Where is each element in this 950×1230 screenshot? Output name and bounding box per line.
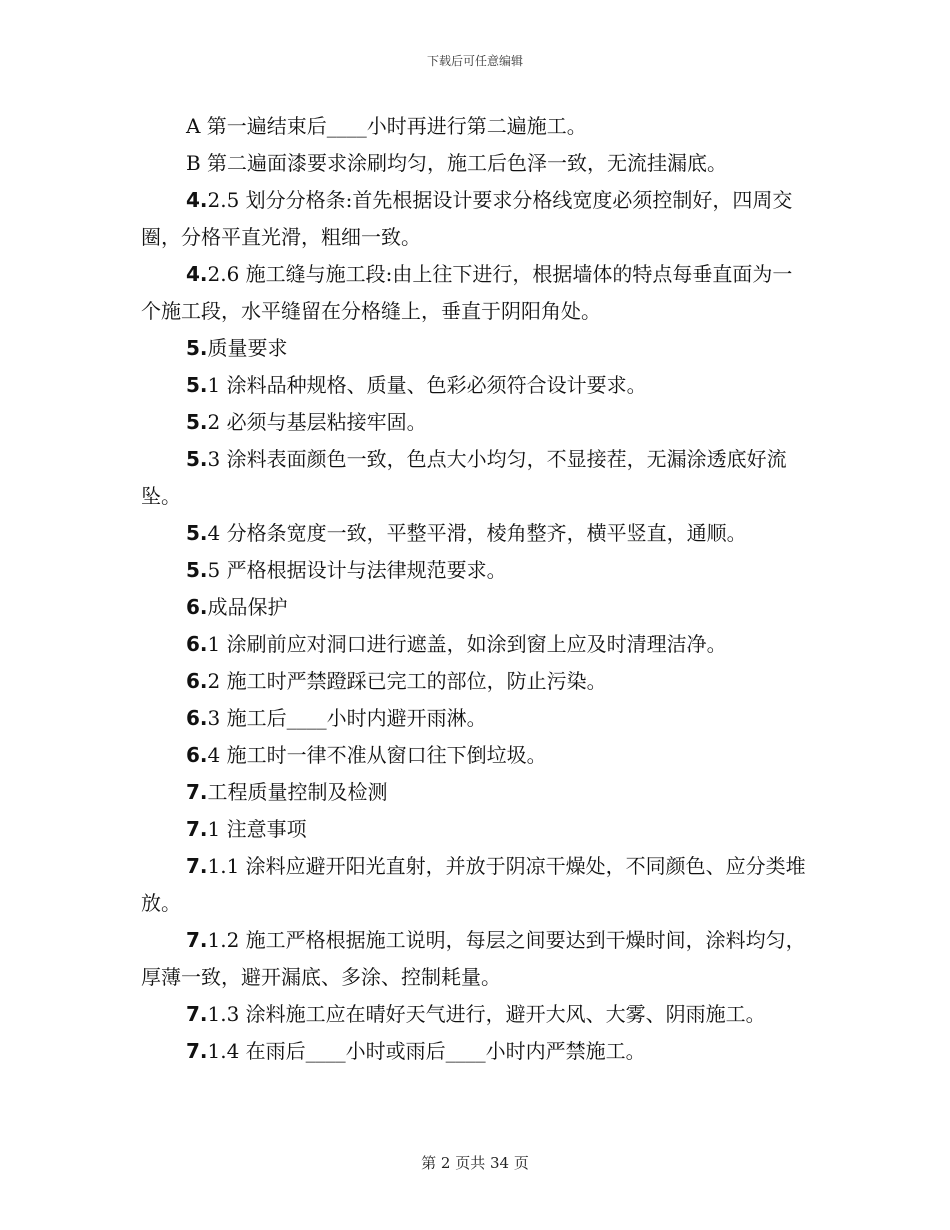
paragraph-text: 3 施工后____小时内避开雨淋。 <box>207 706 487 730</box>
section-number: 6. <box>186 706 208 730</box>
paragraph-text: 4 施工时一律不准从窗口往下倒垃圾。 <box>207 743 547 767</box>
paragraph <box>141 922 811 996</box>
paragraph-text: 成品保护 <box>207 595 288 619</box>
paragraph-text: 1.3 涂料施工应在晴好天气进行，避开大风、大雾、阴雨施工。 <box>207 1002 766 1026</box>
paragraph-text: 5 严格根据设计与法律规范要求。 <box>207 558 507 582</box>
paragraph <box>141 848 811 922</box>
paragraph-text: 2.6 施工缝与施工段:由上往下进行，根据墙体的特点每垂直面为一个施工段，水平缝留在分格缝上，垂直于阴阳角处。 <box>141 262 793 323</box>
paragraph-text: 2.5 划分分格条:首先根据设计要求分格线宽度必须控制好，四周交圈，分格平直光滑，粗细一致。 <box>141 188 793 249</box>
section-number: 5. <box>186 521 208 545</box>
page-footer: 第 2 页共 34 页 <box>421 1154 529 1172</box>
section-number: 5. <box>186 447 208 471</box>
header-note: 下载后可任意编辑 <box>426 54 523 68</box>
section-heading <box>141 330 811 367</box>
paragraph-text: 工程质量控制及检测 <box>207 780 388 804</box>
section-number: 7. <box>186 928 208 952</box>
section-number: 7. <box>186 854 208 878</box>
paragraph-text: 1 涂料品种规格、质量、色彩必须符合设计要求。 <box>207 373 647 397</box>
section-number: 6. <box>186 743 208 767</box>
paragraph <box>141 256 811 330</box>
paragraph <box>141 1033 811 1070</box>
paragraph <box>141 515 811 552</box>
paragraph <box>141 626 811 663</box>
paragraph <box>141 441 811 515</box>
paragraph <box>141 182 811 256</box>
paragraph-text: B 第二遍面漆要求涂刷均匀，施工后色泽一致，无流挂漏底。 <box>186 151 728 175</box>
paragraph <box>141 145 811 182</box>
paragraph-text: 2 施工时严禁蹬踩已完工的部位，防止污染。 <box>207 669 607 693</box>
section-number: 7. <box>186 817 208 841</box>
section-number: 6. <box>186 632 208 656</box>
paragraph-text: 3 涂料表面颜色一致，色点大小均匀，不显接茬，无漏涂透底好流坠。 <box>141 447 787 508</box>
paragraph <box>141 108 811 145</box>
paragraph <box>141 552 811 589</box>
document-body <box>141 108 811 1070</box>
section-heading <box>141 774 811 811</box>
paragraph <box>141 996 811 1033</box>
paragraph-text: 1.2 施工严格根据施工说明，每层之间要达到干燥时间，涂料均匀，厚薄一致，避开漏底、多涂、控制耗量。 <box>141 928 806 989</box>
section-number: 7. <box>186 1039 208 1063</box>
paragraph <box>141 663 811 700</box>
paragraph-text: 1.1 涂料应避开阳光直射，并放于阴凉干燥处，不同颜色、应分类堆放。 <box>141 854 806 915</box>
paragraph-text: 4 分格条宽度一致，平整平滑，棱角整齐，横平竖直，通顺。 <box>207 521 747 545</box>
paragraph-text: 1 注意事项 <box>207 817 307 841</box>
section-number: 6. <box>186 595 208 619</box>
section-number: 6. <box>186 669 208 693</box>
section-number: 4. <box>186 262 208 286</box>
paragraph <box>141 811 811 848</box>
section-heading <box>141 589 811 626</box>
paragraph-text: 1 涂刷前应对洞口进行遮盖，如涂到窗上应及时清理洁净。 <box>207 632 727 656</box>
section-number: 5. <box>186 373 208 397</box>
paragraph <box>141 737 811 774</box>
paragraph-text: A 第一遍结束后____小时再进行第二遍施工。 <box>186 114 587 138</box>
paragraph <box>141 404 811 441</box>
section-number: 5. <box>186 410 208 434</box>
section-number: 7. <box>186 780 208 804</box>
paragraph-text: 质量要求 <box>207 336 288 360</box>
paragraph-text: 2 必须与基层粘接牢固。 <box>207 410 427 434</box>
paragraph-text: 1.4 在雨后____小时或雨后____小时内严禁施工。 <box>207 1039 646 1063</box>
section-number: 7. <box>186 1002 208 1026</box>
paragraph <box>141 700 811 737</box>
paragraph <box>141 367 811 404</box>
section-number: 5. <box>186 336 208 360</box>
section-number: 5. <box>186 558 208 582</box>
section-number: 4. <box>186 188 208 212</box>
